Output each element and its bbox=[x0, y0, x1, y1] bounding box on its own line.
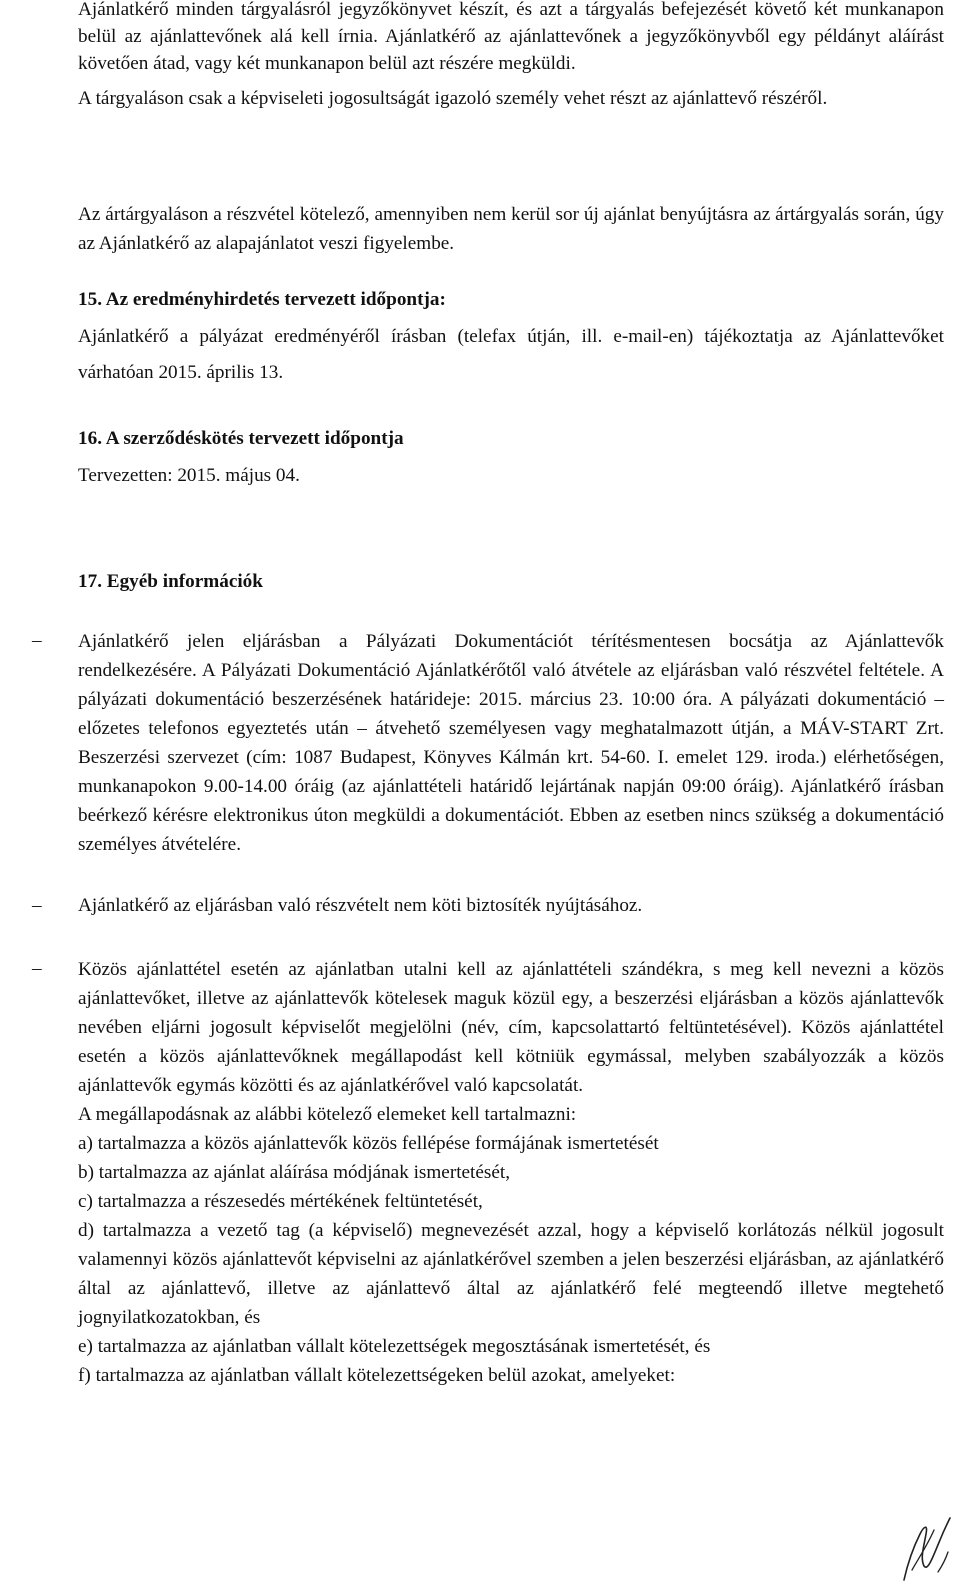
section-15-text: Ajánlatkérő a pályázat eredményéről írásban (telefax útján, ill. e-mail-en) tájékoztatja az Ajánlattevőket várhatóan 2015. április 13. bbox=[78, 326, 944, 383]
agreement-item-c: c) tartalmazza a részesedés mértékének feltüntetését, bbox=[78, 1191, 483, 1212]
agreement-item-e: e) tartalmazza az ajánlatban vállalt kötelezettségek megosztásának ismertetését, és bbox=[78, 1336, 711, 1357]
bullet-guarantee-text: Ajánlatkérő az eljárásban való részvételt nem köti biztosíték nyújtásához. bbox=[78, 895, 643, 916]
section-16 bbox=[78, 425, 944, 489]
agreement-item-d: d) tartalmazza a vezető tag (a képviselő) megnevezését azzal, hogy a képviselő korlátozás nélkül jogosult valamennyi közös ajánlattevőt képviselni az ajánlatkérővel szemben a jelen beszerzési eljárásban, az ajánlatkérő által az ajánlattevő, illetve az ajánlattevő által az ajánlatkérő felé megteendő illetve megtehető jognyilatkozatokban, és bbox=[78, 1220, 944, 1328]
bullet-documentation bbox=[32, 627, 944, 859]
bullet-joint-bid-text: Közös ajánlattétel esetén az ajánlatban utalni kell az ajánlattételi szándékra, s meg kell nevezni a közös ajánlattevőket, illetve az ajánlattevők kötelesek maguk közül egy, a beszerzési eljárásban a közös ajánlattevők nevében eljárni jogosult képviselőt megjelölni (név, cím, kapcsolattartó feltüntetésével). Közös ajánlattétel esetén a közös ajánlattevőknek megállapodást kell kötniük egymással, melyben szabályozzák a közös ajánlattevők egymás közötti és az ajánlatkérővel való kapcsolatát. bbox=[78, 959, 944, 1096]
agreement-item-b: b) tartalmazza az ajánlat aláírása módjának ismertetését, bbox=[78, 1162, 511, 1183]
agreement-item-f: f) tartalmazza az ajánlatban vállalt kötelezettségeken belül azokat, amelyeket: bbox=[78, 1365, 676, 1386]
paragraph-minutes: Ajánlatkérő minden tárgyalásról jegyzőkönyvet készít, és azt a tárgyalás befejezését követő két munkanapon belül az ajánlattevőnek alá kell írnia. Ajánlatkérő az ajánlattevőnek a jegyzőkönyvből egy példányt aláírást követően átad, vagy két munkanapon belül azt részére megküldi. bbox=[78, 0, 944, 74]
section-16-heading: 16. A szerződéskötés tervezett időpontja bbox=[78, 428, 404, 449]
section-17-heading: 17. Egyéb információk bbox=[78, 571, 263, 592]
bullet-guarantee bbox=[32, 892, 944, 919]
agreement-item-a: a) tartalmazza a közös ajánlattevők közös fellépése formájának ismertetését bbox=[78, 1133, 659, 1154]
bullet-dash: – bbox=[32, 958, 42, 979]
section-17 bbox=[32, 568, 944, 1390]
paragraph-price-negotiation: Az ártárgyaláson a részvétel kötelező, amennyiben nem kerül sor új ajánlat benyújtásra az ártárgyalás során, úgy az Ajánlatkérő az alapajánlatot veszi figyelembe. bbox=[78, 204, 944, 254]
bullet-joint-bid bbox=[32, 955, 944, 1390]
bullet-dash: – bbox=[32, 895, 42, 916]
section-15-heading: 15. Az eredményhirdetés tervezett időpontja: bbox=[78, 289, 446, 310]
agreement-intro: A megállapodásnak az alábbi kötelező elemeket kell tartalmazni: bbox=[78, 1104, 577, 1125]
handwritten-signature-icon bbox=[898, 1500, 956, 1584]
paragraph-representation: A tárgyaláson csak a képviseleti jogosultságát igazoló személy vehet részt az ajánlattevő részéről. bbox=[78, 88, 828, 109]
section-16-text: Tervezetten: 2015. május 04. bbox=[78, 465, 300, 486]
section-15 bbox=[78, 286, 944, 391]
bullet-documentation-text: Ajánlatkérő jelen eljárásban a Pályázati Dokumentációt térítésmentesen bocsátja az Ajánlattevők rendelkezésére. A Pályázati Dokumentáció Ajánlatkérőtől való átvétele az eljárásban való részvétel feltétele. A pályázati dokumentáció beszerzésének határideje: 2015. március 23. 10:00 óra. A pályázati dokumentáció – előzetes telefonos egyeztetés után – átvehető személyesen vagy meghatalmazott útján, a MÁV-START Zrt. Beszerzési szervezet (cím: 1087 Budapest, Könyves Kálmán krt. 54-60. I. emelet 129. iroda.) elérhetőségen, munkanapokon 9.00-14.00 óráig (az ajánlattételi határidő lejártának napján 09:00 óráig). Ajánlatkérő írásban beérkező kérésre elektronikus úton megküldi a dokumentációt. Ebben az esetben nincs szükség a dokumentáció személyes átvételére. bbox=[78, 631, 944, 855]
bullet-dash: – bbox=[32, 630, 42, 651]
